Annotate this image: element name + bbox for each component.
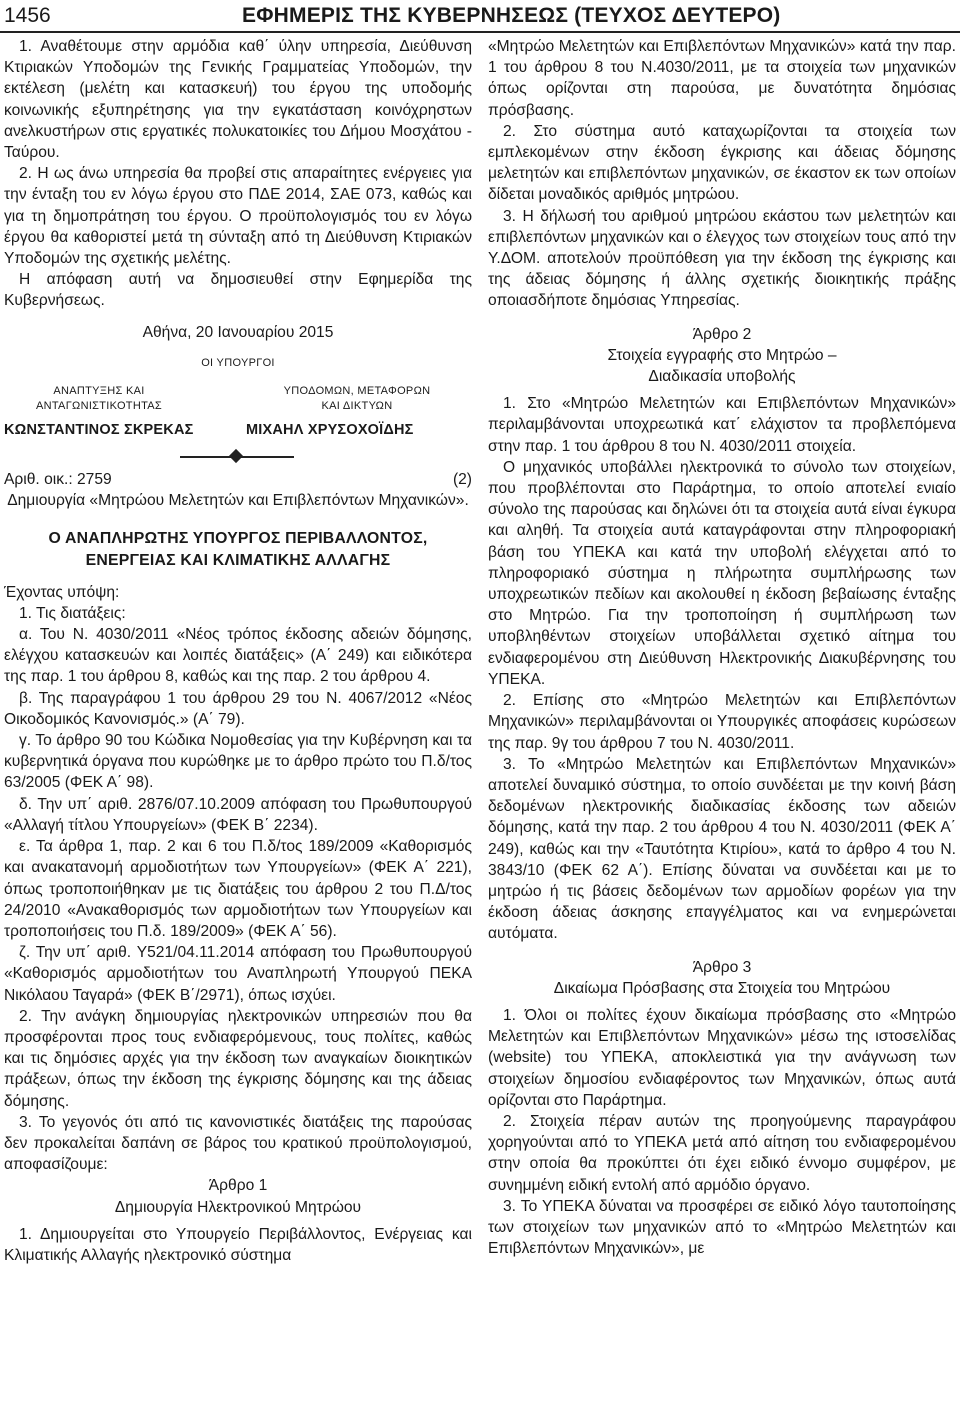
paragraph: 1. Στο «Μητρώο Μελετητών και Επιβλεπόντων Μηχανικών» περιλαμβάνονται υποχρεωτικά κατ΄ ελάχιστον τα προβλεπόμενα στην παρ. 1 του άρθρου 8 του Ν. 4030/2011 στοιχεία. <box>488 395 956 455</box>
minister2-title-line: ΥΠΟΔΟΜΩΝ, ΜΕΤΑΦΟΡΩΝ <box>283 385 431 398</box>
diamond-icon <box>229 449 243 463</box>
minister1-title <box>4 384 194 414</box>
article2-title-line: Διαδικασία υποβολής <box>648 368 796 386</box>
minister1-title-line: ΑΝΤΑΓΩΝΙΣΤΙΚΟΤΗΤΑΣ <box>35 400 163 413</box>
paragraph: 3. Το ΥΠΕΚΑ δύναται να προσφέρει σε ειδικό λόγο ταυτοποίησης των στοιχείων των μηχανικών από το «Μητρώο Μελετητών και Επιβλεπόντων Μηχανικών», με <box>488 1197 956 1258</box>
article3-title: Δικαίωμα Πρόσβασης στα Στοιχεία του Μητρώου <box>553 979 891 997</box>
minister2-title <box>242 384 472 414</box>
article1-label: Άρθρο 1 <box>208 1177 268 1195</box>
paragraph: ζ. Την υπ΄ αριθ. Υ521/04.11.2014 απόφαση του Πρωθυπουργού «Καθορισμός αρμοδιοτήτων του Αναπληρωτή Υπουργού ΠΕΚΑ Νικόλαου Ταγαρά» (ΦΕΚ Β΄/2971), όπως ισχύει. <box>4 944 472 1004</box>
having-regard: Έχοντας υπόψη: <box>4 583 120 601</box>
decision-index: (2) <box>452 471 472 489</box>
paragraph: 1. Τις διατάξεις: <box>19 604 126 622</box>
minister2-name: ΜΙΧΑΗΛ ΧΡΥΣΟΧΟΪΔΗΣ <box>246 422 414 439</box>
paragraph: α. Του Ν. 4030/2011 «Νέος τρόπος έκδοσης αδειών δόμησης, ελέγχου κατασκευών και λοιπές διατάξεις» (Α΄ 249) και ειδικότερα της παρ. 1 του άρθρου 8, καθώς και της παρ. 2 του άρθρου 4. <box>4 626 472 686</box>
decision-number-row <box>4 469 472 490</box>
running-title: ΕΦΗΜΕΡΙΣ ΤΗΣ ΚΥΒΕΡΝΗΣΕΩΣ (ΤΕΥΧΟΣ ΔΕΥΤΕΡΟ) <box>242 4 781 27</box>
paragraph: ε. Τα άρθρα 1, παρ. 2 και 6 του Π.δ/τος 189/2009 «Καθορισμός και ανακατανομή αρμοδιοτήτων των Υπουργείων» (ΦΕΚ Α΄ 221), όπως τροποποιήθηκαν με τις διατάξεις του άρθρου 2 του Π.Δ/τος 24/2010 «Ανακαθορισμός των αρμοδιοτήτων των Υπουργείων και τροποποιήσεις του Π.δ. 189/2009» (ΦΕΚ Α΄ 56). <box>4 838 472 940</box>
signature-names <box>4 420 472 441</box>
date-line: Αθήνα, 20 Ιανουαρίου 2015 <box>142 323 334 341</box>
article1-title: Δημιουργία Ηλεκτρονικού Μητρώου <box>114 1198 362 1216</box>
paragraph: 2. Την ανάγκη δημιουργίας ηλεκτρονικών υπηρεσιών που θα προσφέρονται προς τους ενδιαφερόμενους, τους πολίτες, καθώς και τις δημόσιες αρχές για την έκδοση των αναγκαίων διοικητικών πράξεων, όπως την έκδοση της έγκρισης δόμησης και της άδειας δόμησης. <box>4 1007 472 1110</box>
paragraph: Ο μηχανικός υποβάλλει ηλεκτρονικά το σύνολο των στοιχείων, που προβλέπονται στο Παράρτημα, το οποίο αποτελεί ενιαίο σύνολο της παρούσας και δηλώνει ότι τα στοιχεία αυτά είναι έγκυρα και αληθή. Τα στοιχεία αυτά καταγράφονται στην πληροφοριακή βάση του ΥΠΕΚΑ και κατά την υποβολή ελέγχεται από το πληροφοριακό σύστημα η πλήρωτητα συμπλήρωσης των υποχρεωτικών πεδίων και ακολουθεί η έκδοση βεβαίωσης ένταξης στο Μητρώο. Για την τροποποίηση ή συμπλήρωση των υποβληθέντων στοιχείων υποβάλλεται σχετικό αίτημα του ενδιαφερομένου στη Διεύθυνση Ηλεκτρονικής Διακυβέρνησης του ΥΠΕΚΑ. <box>488 458 956 688</box>
article2-label: Άρθρο 2 <box>692 325 752 343</box>
section-separator <box>4 445 472 467</box>
minister2-title-line: ΚΑΙ ΔΙΚΤΥΩΝ <box>321 400 393 413</box>
paragraph: δ. Την υπ΄ αριθ. 2876/07.10.2009 απόφαση του Πρωθυπουργού «Αλλαγή τίτλου Υπουργείων» (ΦΕΚ Β΄ 2234). <box>4 795 472 834</box>
paragraph: 1. Όλοι οι πολίτες έχουν δικαίωμα πρόσβασης στο «Μητρώο Μελετητών και Επιβλεπόντων Μηχανικών» μέσω της ιστοσελίδας (website) του ΥΠΕΚΑ, αποκλειστικά για την ανάγνωση των στοιχείων δημοσίου ενδιαφέροντος των Μηχανικών, όπως αυτά ορίζονται στο Παράρτημα. <box>488 1006 956 1109</box>
paragraph: 1. Δημιουργείται στο Υπουργείο Περιβάλλοντος, Ενέργειας και Κλιματικής Αλλαγής ηλεκτρονικό σύστημα <box>4 1225 472 1264</box>
paragraph: 2. Επίσης στο «Μητρώο Μελετητών και Επιβλεπόντων Μηχανικών» περιλαμβάνονται οι Υπουργικές αποφάσεις κυρώσεων της παρ. 9γ του άρθρου 7 του Ν. 4030/2011. <box>488 692 956 752</box>
minister1-name: ΚΩΝΣΤΑΝΤΙΝΟΣ ΣΚΡΕΚΑΣ <box>4 422 194 439</box>
article2-title-line: Στοιχεία εγγραφής στο Μητρώο – <box>607 346 837 364</box>
paragraph: 2. Η ως άνω υπηρεσία θα προβεί στις απαραίτητες ενέργειες για την ένταξη του εν λόγω έργου στο ΠΔΕ 2014, ΣΑΕ 073, καθώς και για τη δημοπράτηση του έργου. Ο προϋπολογισμός του εν λόγω έργου θα καθοριστεί μετά τη σύνταξη από τη Διεύθυνση Κτιριακών Υποδομών της σχετικής μελέτης. <box>4 165 472 268</box>
page-number: 1456 <box>4 4 51 27</box>
paragraph: Η απόφαση αυτή να δημοσιευθεί στην Εφημερίδα της Κυβερνήσεως. <box>4 271 472 310</box>
decision-title: Δημιουργία «Μητρώου Μελετητών και Επιβλεπόντων Μηχανικών». <box>7 492 469 510</box>
paragraph: 3. Το «Μητρώο Μελετητών και Επιβλεπόντων Μηχανικών» αποτελεί δυναμικό σύστημα, το οποίο συνδέεται με την κοινή βάση δεδομένων ηλεκτρονικής διαδικασίας έκδοσης των αδειών δόμησης, κατά την παρ. 2 του άρθρου 4 του Ν. 4030/2011 (ΦΕΚ Α΄ 249), καθώς και την «Ταυτότητα Κτιρίου», κατά το άρθρο 4 του Ν. 3843/10 (ΦΕΚ 62 Α΄). Επίσης δύναται να συνδέεται και με το μητρώο ή τις βάσεις δεδομένων των αρμοδίων φορέων για την έκδοση άδειας άσκησης επαγγέλματος και να ενημερώνεται αυτόματα. <box>488 755 956 943</box>
ministers-caption: ΟΙ ΥΠΟΥΡΓΟΙ <box>201 356 275 369</box>
article3-label: Άρθρο 3 <box>692 958 752 976</box>
right-column <box>488 36 956 1259</box>
paragraph: 1. Αναθέτουμε στην αρμόδια καθ΄ ύλην υπηρεσία, Διεύθυνση Κτιριακών Υποδομών της Γενικής Γραμματείας Υποδομών, την εκτέλεση (μελέτη και κατασκευή) του έργου της υποδομής κοινωνικής εξυπηρέτησης για την εγκατάσταση κοινόχρηστων ανελκυστήρων στις εργατικές πολυκατοικίες του Δήμου Μοσχάτου - Ταύρου. <box>4 38 472 162</box>
signatures-titles <box>4 384 472 414</box>
paragraph: «Μητρώο Μελετητών και Επιβλεπόντων Μηχανικών» κατά την παρ. 1 του άρθρου 8 του Ν.4030/2011, με τα στοιχεία των μηχανικών όπως ορίζονται στη παρούσα, με δυνατότητα δημόσιας πρόσβασης. <box>488 38 956 119</box>
header-rule <box>0 31 960 33</box>
paragraph: 2. Στοιχεία πέραν αυτών της προηγούμενης παραγράφου χορηγούνται από το ΥΠΕΚΑ μετά από αίτηση του ενδιαφερομένου στην οποία θα προκύπτει ότι έχει ειδικό έννομο συμφέρον, με συνημμένη ειδική εντολή από αρμόδιο όργανο. <box>488 1112 956 1194</box>
paragraph: β. Της παραγράφου 1 του άρθρου 29 του Ν. 4067/2012 «Νέος Οικοδομικός Κανονισμός.» (Α΄ 79). <box>4 689 472 728</box>
issuer-heading: Ο ΑΝΑΠΛΗΡΩΤΗΣ ΥΠΟΥΡΓΟΣ ΠΕΡΙΒΑΛΛΟΝΤΟΣ, ΕΝΕΡΓΕΙΑΣ ΚΑΙ ΚΛΙΜΑΤΙΚΗΣ ΑΛΛΑΓΗΣ <box>48 529 428 569</box>
paragraph: γ. Το άρθρο 90 του Κώδικα Νομοθεσίας για την Κυβέρνηση και τα κυβερνητικά όργανα που κυρώθηκε με το άρθρο πρώτο του Π.δ/τος 63/2005 (ΦΕΚ Α΄ 98). <box>4 732 472 792</box>
paragraph: 3. Το γεγονός ότι από τις κανονιστικές διατάξεις της παρούσας δεν προκαλείται δαπάνη σε βάρος του κρατικού προϋπολογισμού, αποφασίζουμε: <box>4 1113 472 1174</box>
minister1-title-line: ΑΝΑΠΤΥΞΗΣ ΚΑΙ <box>53 385 145 398</box>
decision-number: Αριθ. οικ.: 2759 <box>4 471 112 489</box>
left-column <box>4 36 472 1266</box>
paragraph: 3. Η δήλωσή του αριθμού μητρώου εκάστου των μελετητών και επιβλεπόντων μηχανικών και ο έλεγχος των στοιχείων τους από την Υ.ΔΟΜ. αποτελούν προϋπόθεση για την έκδοση της έγκρισης και της άδειας δόμησης ή άλλης σχετικής διοικητικής πράξης οποιασδήποτε δημόσιας Υπηρεσίας. <box>488 207 956 310</box>
page-header <box>0 0 960 40</box>
paragraph: 2. Στο σύστημα αυτό καταχωρίζονται τα στοιχεία των εμπλεκομένων στην έκδοση έγκρισης και άδειας δόμησης μελετητών και επιβλεπόντων μηχανικών, σε έκαστον εκ των οποίων δίδεται μοναδικός αριθμός μητρώου. <box>488 122 956 204</box>
